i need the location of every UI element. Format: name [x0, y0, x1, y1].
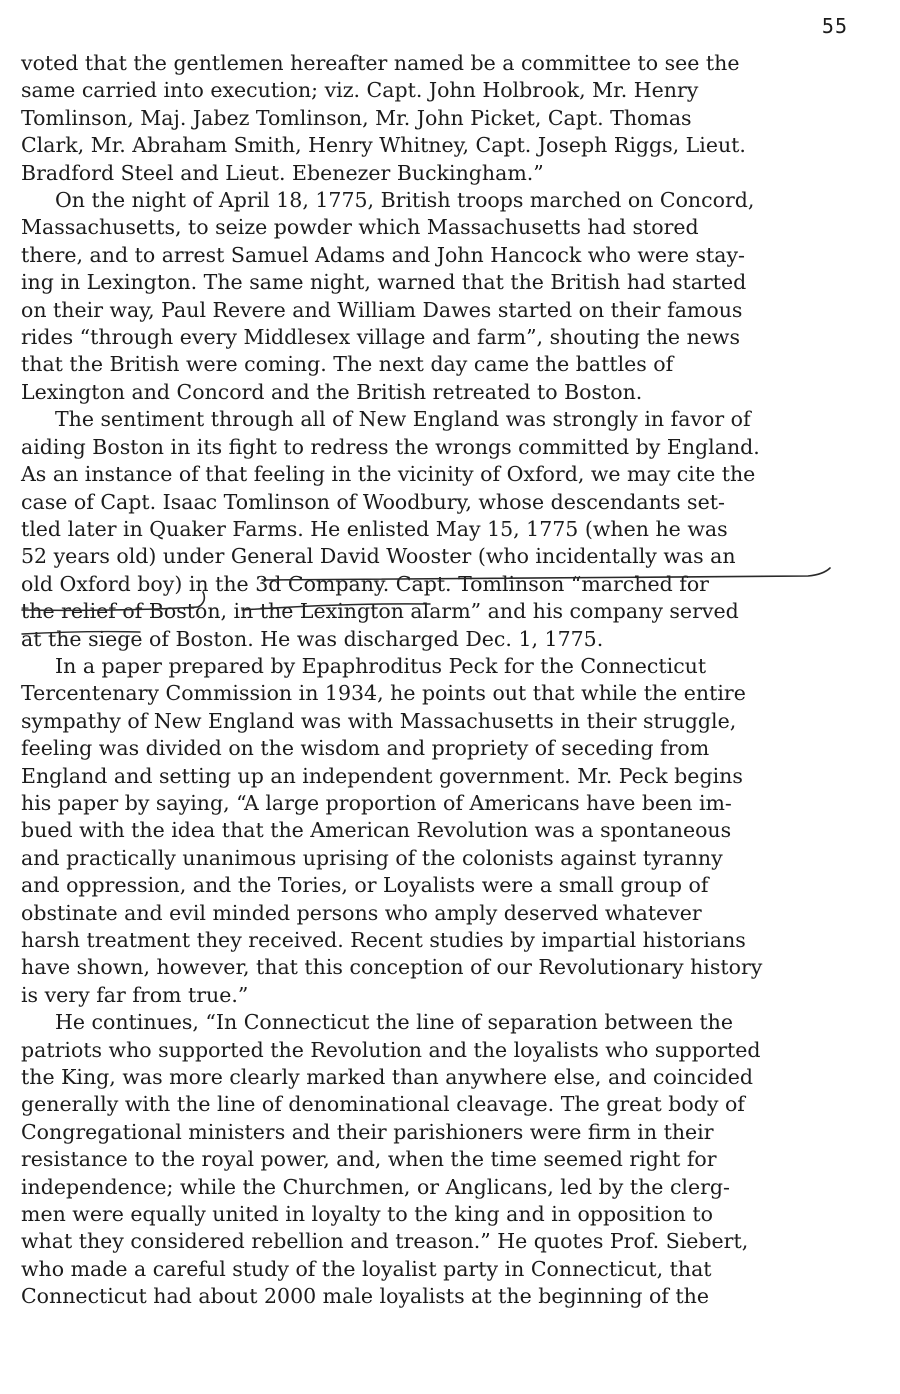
text-line: have shown, however, that this conception of our Revolutionary history — [21, 955, 763, 980]
text-line: at the siege of Boston. He was discharged Dec. 1, 1775. — [21, 626, 604, 651]
text-line: sympathy of New England was with Massachusetts in their struggle, — [21, 708, 737, 733]
text-line: Connecticut had about 2000 male loyalists at the beginning of the — [21, 1284, 709, 1309]
paragraph-start-line: In a paper prepared by Epaphroditus Peck for the Connecticut — [55, 653, 707, 678]
text-line: on their way, Paul Revere and William Dawes started on their famous — [21, 297, 743, 322]
text-line: Bradford Steel and Lieut. Ebenezer Buckingham.” — [21, 160, 544, 185]
text-line: and practically unanimous uprising of the colonists against tyranny — [21, 845, 723, 870]
text-line: 52 years old) under General David Wooster (who incidentally was an — [21, 544, 736, 569]
text-line: aiding Boston in its fight to redress the wrongs committed by England. — [21, 434, 760, 459]
text-line: rides “through every Middlesex village and farm”, shouting the news — [21, 325, 740, 350]
text-line: harsh treatment they received. Recent studies by impartial historians — [21, 928, 746, 952]
text-line: Tomlinson, Maj. Jabez Tomlinson, Mr. John Picket, Capt. Thomas — [21, 105, 692, 130]
text-line: ing in Lexington. The same night, warned that the British had started — [21, 270, 747, 295]
text-line: who made a careful study of the loyalist party in Connecticut, that — [21, 1256, 712, 1281]
text-line: obstinate and evil minded persons who amply deserved whatever — [21, 900, 702, 925]
text-line: patriots who supported the Revolution and the loyalists who supported — [21, 1037, 761, 1062]
text-line: generally with the line of denominational cleavage. The great body of — [21, 1092, 745, 1117]
text-line: that the British were coming. The next day came the battles of — [21, 352, 674, 377]
text-line: Congregational ministers and their parishioners were firm in their — [21, 1119, 714, 1144]
text-line: his paper by saying, “A large proportion of Americans have been im- — [21, 790, 732, 815]
paragraph-start-line: The sentiment through all of New England was strongly in favor of — [55, 407, 751, 432]
text-line: case of Capt. Isaac Tomlinson of Woodbury, whose descendants set- — [21, 489, 725, 514]
text-line: men were equally united in loyalty to the king and in opposition to — [21, 1202, 713, 1227]
text-line: resistance to the royal power, and, when the time seemed right for — [21, 1147, 717, 1172]
text-line: is very far from true.” — [21, 982, 249, 1007]
text-line: same carried into execution; viz. Capt. John Holbrook, Mr. Henry — [21, 78, 699, 103]
text-line: the King, was more clearly marked than anywhere else, and coincided — [21, 1065, 754, 1090]
page-number: 55 — [821, 14, 848, 38]
text-line: England and setting up an independent government. Mr. Peck begins — [21, 763, 743, 788]
text-line: old Oxford boy) in the 3d Company. Capt. Tomlinson “marched for — [21, 571, 709, 596]
paragraph-start-line: He continues, “In Connecticut the line of separation between the — [55, 1010, 733, 1035]
text-line: what they considered rebellion and treason.” He quotes Prof. Siebert, — [21, 1229, 749, 1254]
text-line: Tercentenary Commission in 1934, he points out that while the entire — [21, 681, 746, 706]
text-line: tled later in Quaker Farms. He enlisted May 15, 1775 (when he was — [21, 516, 728, 541]
paragraph-start-line: On the night of April 18, 1775, British troops marched on Concord, — [55, 188, 755, 213]
text-line: voted that the gentlemen hereafter named be a committee to see the — [21, 51, 740, 75]
text-line: and oppression, and the Tories, or Loyalists were a small group of — [21, 873, 709, 898]
text-line: feeling was divided on the wisdom and propriety of seceding from — [21, 736, 710, 761]
text-line: Clark, Mr. Abraham Smith, Henry Whitney, Capt. Joseph Riggs, Lieut. — [21, 133, 746, 158]
body-text — [21, 50, 861, 1311]
text-line: bued with the idea that the American Revolution was a spontaneous — [21, 818, 732, 843]
text-line: the relief of Boston, in the Lexington alarm” and his company served — [21, 599, 739, 624]
text-line: As an instance of that feeling in the vicinity of Oxford, we may cite the — [21, 462, 756, 487]
text-line: Massachusetts, to seize powder which Massachusetts had stored — [21, 215, 699, 240]
text-line: independence; while the Churchmen, or Anglicans, led by the clerg- — [21, 1174, 730, 1199]
text-line: Lexington and Concord and the British retreated to Boston. — [21, 379, 643, 404]
text-line: there, and to arrest Samuel Adams and John Hancock who were stay- — [21, 242, 745, 267]
